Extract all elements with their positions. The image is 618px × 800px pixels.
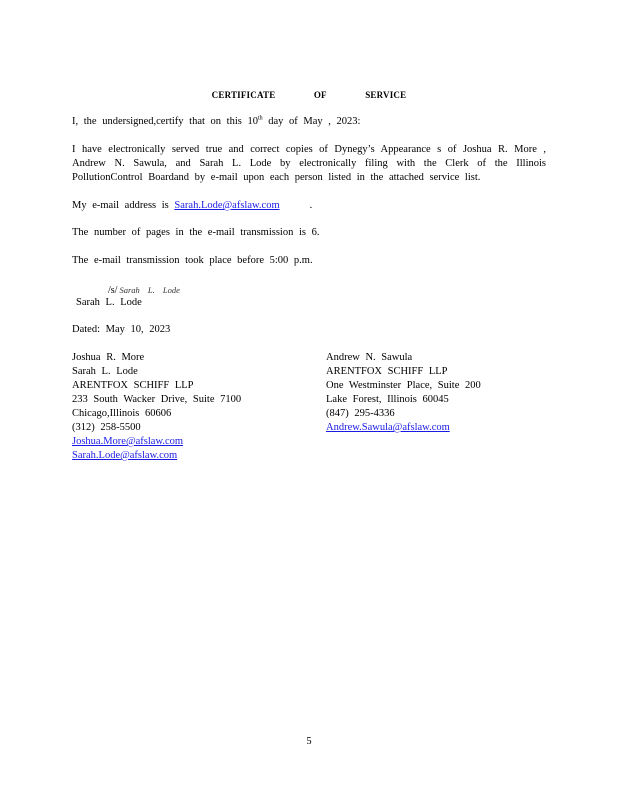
page-count-paragraph: The number of pages in the e-mail transmission is 6.: [72, 227, 320, 238]
email-address-label: My e-mail address is: [72, 200, 175, 211]
signer-name: Sarah L. Lode: [76, 297, 142, 308]
firm-name: ARENTFOX SCHIFF LLP: [326, 366, 448, 377]
service-list-right: [326, 351, 481, 435]
service-paragraph: I have electronically served true and correct copies of Dynegy’s Appearance s of Joshua R. More , Andrew N. Sawula, and Sarah L. Lode by electronically filing with the Clerk of the Illinois PollutionControl Boardand by e-mail upon each person listed in the attached service list.: [72, 144, 546, 183]
street-address: One Westminster Place, Suite 200: [326, 380, 481, 391]
certify-paragraph: [72, 115, 546, 129]
recipient-email-link[interactable]: Andrew.Sawula@afslaw.com: [326, 422, 450, 433]
page-number: 5: [306, 736, 312, 747]
title-word-certificate: CERTIFICATE: [211, 90, 276, 100]
phone-number: (847) 295-4336: [326, 408, 395, 419]
certify-text: I, the undersigned,certify that on this 10: [72, 116, 258, 127]
recipient-name: Sarah L. Lode: [72, 366, 138, 377]
title-word-service: SERVICE: [365, 90, 407, 100]
title-word-of: OF: [313, 90, 327, 100]
dated-line: Dated: May 10, 2023: [72, 324, 171, 335]
street-address: 233 South Wacker Drive, Suite 7100: [72, 394, 242, 405]
city-address: Lake Forest, Illinois 60045: [326, 394, 449, 405]
phone-number: (312) 258-5500: [72, 422, 141, 433]
firm-name: ARENTFOX SCHIFF LLP: [72, 380, 194, 391]
transmission-time-paragraph: The e-mail transmission took place before 5:00 p.m.: [72, 255, 313, 266]
signature-script: Sarah L. Lode: [119, 285, 180, 295]
city-address: Chicago,Illinois 60606: [72, 408, 172, 419]
recipient-email-link[interactable]: Sarah.Lode@afslaw.com: [72, 450, 178, 461]
recipient-email-link[interactable]: Joshua.More@afslaw.com: [72, 436, 184, 447]
service-list-left: [72, 351, 241, 463]
sender-email-link[interactable]: Sarah.Lode@afslaw.com: [174, 200, 280, 211]
recipient-name: Andrew N. Sawula: [326, 352, 413, 363]
document-title: [0, 88, 618, 102]
email-address-paragraph: [72, 199, 546, 213]
ordinal-suffix: th: [257, 115, 263, 122]
certify-date-text: day of May , 2023:: [262, 116, 361, 127]
recipient-name: Joshua R. More: [72, 352, 145, 363]
signature-mark: /s/: [108, 285, 118, 296]
email-address-period: .: [309, 200, 313, 211]
